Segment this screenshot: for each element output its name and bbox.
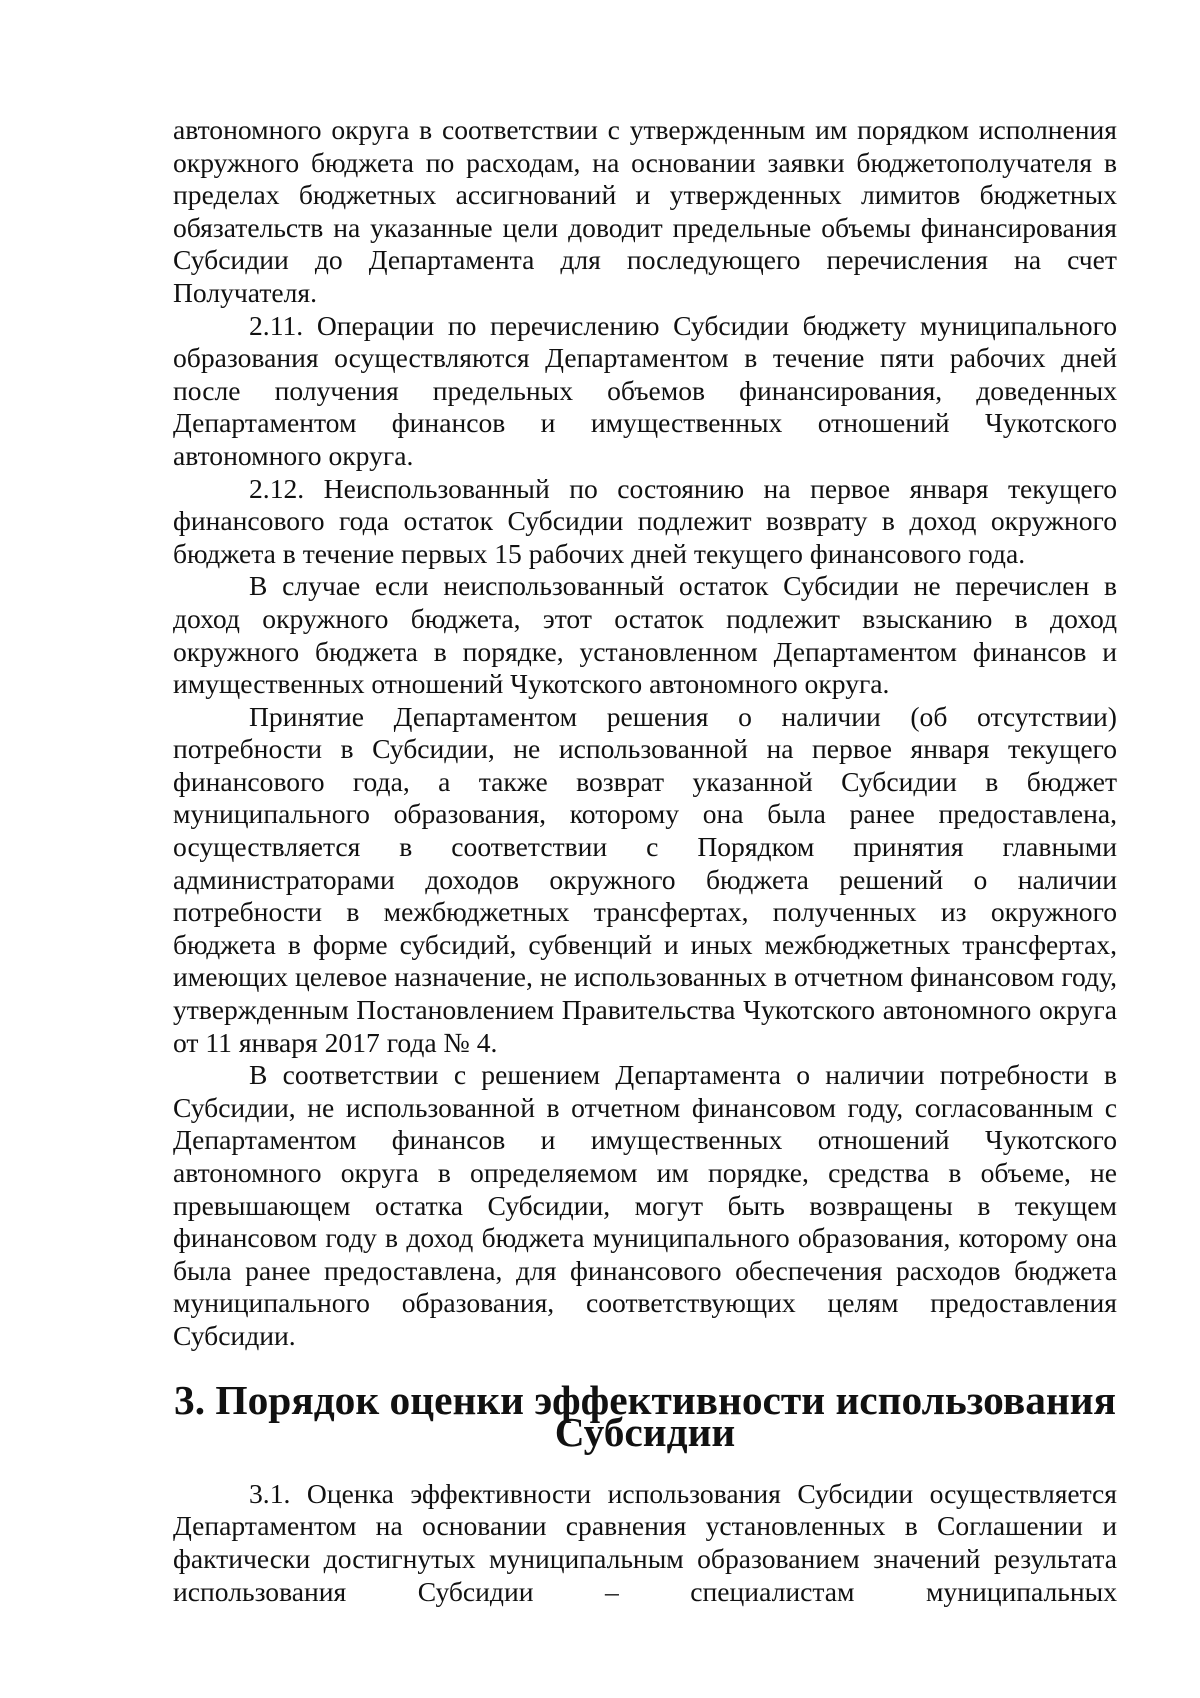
- paragraph-decision-on-need: Принятие Департаментом решения о наличии (об отсутствии) потребности в Субсидии, не использованной на первое января текущего финансового года, а также возврат указанной Субсидии в бюджет муниципального образования, которому она была ранее предоставлена, осуществляется в соответствии с Порядком принятия главными администраторами доходов окружного бюджета решений о наличии потребности в межбюджетных трансфертах, полученных из окружного бюджета в форме субсидий, субвенций и иных межбюджетных трансфертах, имеющих целевое назначение, не использованных в отчетном финансовом году, утвержденным Постановлением Правительства Чукотского автономного округа от 11 января 2017 года № 4.: [173, 700, 1117, 1058]
- paragraph-unused-balance: В случае если неиспользованный остаток Субсидии не перечислен в доход окружного бюджета, этот остаток подлежит взысканию в доход окружного бюджета в порядке, установленном Департаментом финансов и имущественных отношений Чукотского автономного округа.: [173, 570, 1117, 700]
- section-heading: 3. Порядок оценки эффективности использования Субсидии: [174, 1376, 1116, 1456]
- paragraph-2-12: 2.12. Неиспользованный по состоянию на первое января текущего финансового года остаток Субсидии подлежит возврату в доход окружного бюджета в течение первых 15 рабочих дней текущего финансового года.: [173, 472, 1117, 569]
- document-page: [173, 114, 1117, 1608]
- paragraph-3-1: 3.1. Оценка эффективности использования Субсидии осуществляется Департаментом на основании сравнения установленных в Соглашении и фактически достигнутых муниципальным образованием значений результата использования Субсидии – специалистам муниципальных: [173, 1477, 1117, 1607]
- paragraph-2-11: 2.11. Операции по перечислению Субсидии бюджету муниципального образования осуществляются Департаментом в течение пяти рабочих дней после получения предельных объемов финансирования, доведенных Департаментом финансов и имущественных отношений Чукотского автономного округа.: [173, 309, 1117, 471]
- paragraph-return-of-funds: В соответствии с решением Департамента о наличии потребности в Субсидии, не использованной в отчетном финансовом году, согласованным с Департаментом финансов и имущественных отношений Чукотского автономного округа в определяемом им порядке, средства в объеме, не превышающем остатка Субсидии, могут быть возвращены в текущем финансовом году в доход бюджета муниципального образования, которому она была ранее предоставлена, для финансового обеспечения расходов бюджета муниципального образования, соответствующих целям предоставления Субсидии.: [173, 1059, 1117, 1351]
- paragraph-funding-procedure: автономного округа в соответствии с утвержденным им порядком исполнения окружного бюджета по расходам, на основании заявки бюджетополучателя в пределах бюджетных ассигнований и утвержденных лимитов бюджетных обязательств на указанные цели доводит предельные объемы финансирования Субсидии до Департамента для последующего перечисления на счет Получателя.: [173, 114, 1117, 308]
